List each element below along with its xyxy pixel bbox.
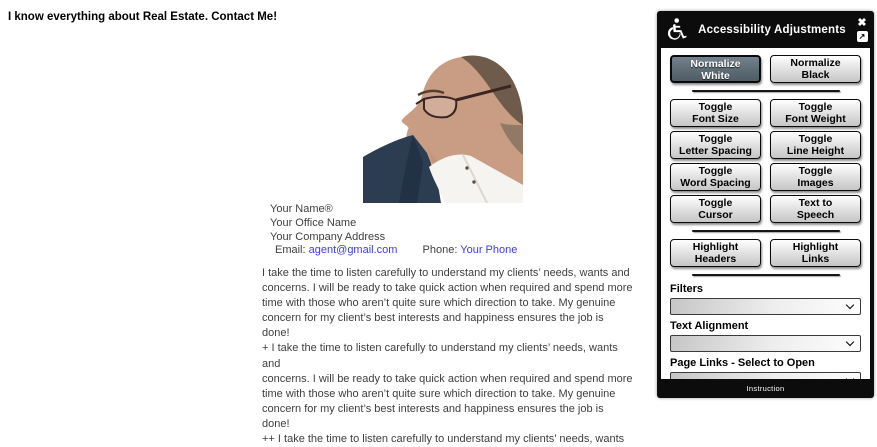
contact-office: Your Office Name (270, 216, 357, 229)
accessibility-panel (657, 11, 874, 398)
button-label-line: Links (801, 253, 830, 265)
bio-line: ++ I take the time to listen carefully to understand my clients’ needs, wants (262, 433, 625, 446)
instruction-button[interactable] (657, 379, 874, 398)
button-label-line: Toggle (698, 165, 733, 177)
button-label-line: Toggle (698, 101, 733, 113)
contact-block (270, 203, 517, 258)
bio-line: time with those who aren’t quite sure which direction to take. My genuine (262, 387, 616, 400)
agent-portrait-photo (363, 51, 523, 203)
page-links-label: Page Links - Select to Open (670, 357, 815, 369)
open-in-new-window-icon[interactable]: ↗ (857, 31, 868, 42)
button-label-line: Toggle (798, 133, 833, 145)
wheelchair-accessibility-icon (664, 17, 689, 42)
button-label-line: Word Spacing (680, 177, 751, 189)
button-label-line: Highlight (692, 241, 739, 253)
normalize-black-button[interactable] (770, 55, 861, 83)
filters-select-wrap (670, 298, 861, 316)
button-label-line: White (701, 70, 730, 82)
button-label-line: Toggle (798, 165, 833, 177)
button-label-line: Font Weight (785, 113, 846, 125)
accessibility-panel-header (657, 11, 874, 48)
button-label-line: Cursor (698, 209, 733, 221)
bio-line: concerns. I will be ready to take quick action when required and spend more (262, 372, 633, 385)
text-alignment-select-wrap (670, 335, 861, 353)
normalize-white-button[interactable] (670, 55, 761, 83)
button-label-line: Text to (798, 197, 833, 209)
highlight-button-row (670, 239, 861, 267)
toggle-word-spacing-button[interactable] (670, 163, 761, 191)
page-links-select[interactable] (670, 372, 861, 379)
toggle-images-button[interactable] (770, 163, 861, 191)
button-label-line: Images (797, 177, 834, 189)
button-label-line: Toggle (698, 133, 733, 145)
page-title: I know everything about Real Estate. Contact Me! (8, 11, 278, 23)
toggle-line-height-button[interactable] (770, 131, 861, 159)
bio-line: + I take the time to listen carefully to understand my clients’ needs, wants and (262, 342, 618, 370)
button-label-line: Toggle (698, 197, 733, 209)
toggle-button-row (670, 163, 861, 191)
button-label-line: Speech (796, 209, 835, 221)
email-link[interactable]: agent@gmail.com (308, 244, 398, 257)
bio-line: concerns. I will be ready to take quick action when required and spend more (262, 282, 633, 295)
instruction-label: Instruction (746, 384, 785, 393)
email-label: Email: (275, 244, 306, 257)
normalize-button-row (670, 55, 861, 83)
page-links-select-wrap (670, 372, 861, 379)
button-label-line: Normalize (690, 58, 741, 70)
text-to-speech-button[interactable] (770, 195, 861, 223)
button-label-line: Font Size (692, 113, 739, 125)
bio-line: I take the time to listen carefully to understand my clients’ needs, wants and (262, 267, 630, 279)
toggle-button-row (670, 195, 861, 223)
button-label-line: Line Height (786, 145, 845, 157)
panel-title: Accessibility Adjustments (698, 23, 846, 36)
agent-portrait-illustration (363, 51, 523, 203)
toggle-button-row (670, 99, 861, 127)
panel-header-controls (855, 18, 869, 42)
bio-line: concern for my client’s best interests and happiness ensures the job is done! (262, 312, 604, 340)
contact-email-phone-line (275, 244, 517, 258)
button-label-line: Highlight (792, 241, 839, 253)
toggle-letter-spacing-button[interactable] (670, 131, 761, 159)
toggle-cursor-button[interactable] (670, 195, 761, 223)
accessibility-panel-body (661, 48, 870, 379)
text-alignment-label: Text Alignment (670, 320, 749, 332)
phone-link[interactable]: Your Phone (460, 244, 518, 257)
section-divider (692, 230, 840, 232)
text-alignment-select[interactable] (670, 335, 861, 352)
highlight-links-button[interactable] (770, 239, 861, 267)
button-label-line: Headers (694, 253, 737, 265)
toggle-button-row (670, 131, 861, 159)
section-divider (692, 90, 840, 92)
contact-address: Your Company Address (270, 230, 386, 243)
contact-name: Your Name® (270, 203, 333, 215)
filters-select[interactable] (670, 298, 861, 315)
button-label-line: Black (801, 69, 830, 81)
agent-bio-text (262, 266, 634, 447)
button-label-line: Toggle (798, 101, 833, 113)
bio-line: concern for my client’s best interests and happiness ensures the job is done! (262, 402, 604, 430)
button-label-line: Normalize (790, 57, 841, 69)
toggle-font-size-button[interactable] (670, 99, 761, 127)
highlight-headers-button[interactable] (670, 239, 761, 267)
filters-label: Filters (670, 283, 704, 295)
button-label-line: Letter Spacing (679, 145, 752, 157)
toggle-font-weight-button[interactable] (770, 99, 861, 127)
close-icon[interactable]: ✖ (857, 16, 867, 29)
section-divider (692, 274, 840, 276)
bio-line: time with those who aren’t quite sure which direction to take. My genuine (262, 297, 616, 310)
phone-label: Phone: (422, 244, 458, 257)
